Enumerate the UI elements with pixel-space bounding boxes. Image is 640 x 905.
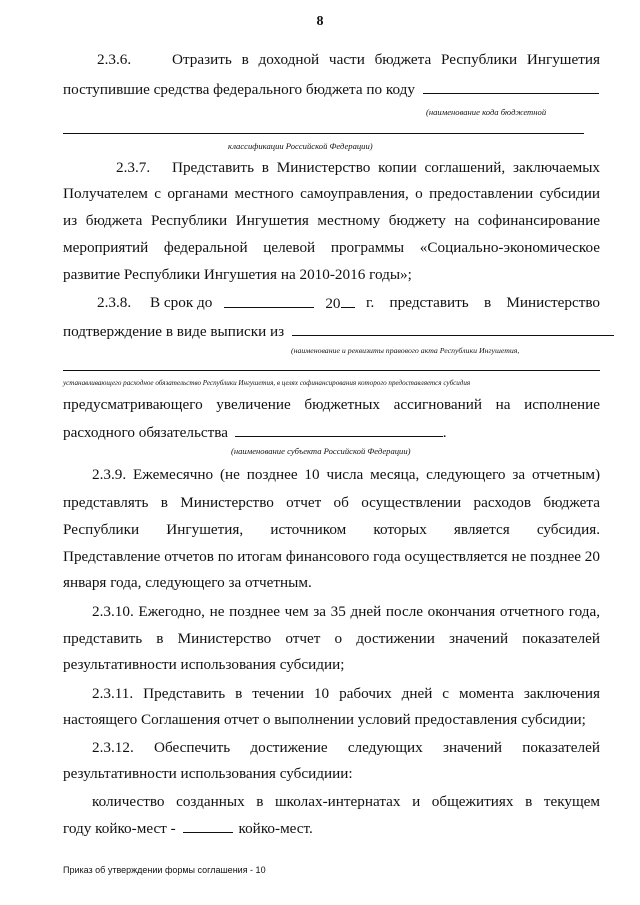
- expense-obligation-blank: [235, 423, 443, 437]
- item-2-3-6-line-2-text: поступившие средства федерального бюджета по коду: [63, 81, 415, 98]
- item-2-3-11-line-1: 2.3.11. Представить в течении 10 рабочих дней с момента заключения: [92, 685, 600, 702]
- item-2-3-8-line-2-text: подтверждение в виде выписки из: [63, 323, 285, 340]
- page-number: 8: [316, 14, 324, 29]
- item-2-3-7-line-5: развитие Республики Ингушетия на 2010-2016 годы»;: [63, 266, 412, 283]
- item-2-3-9-line-2: представлять в Министерство отчет об осуществлении расходов бюджета: [63, 494, 600, 511]
- item-2-3-6-number: 2.3.6.: [97, 51, 132, 68]
- budget-classification-blank: [63, 133, 584, 134]
- bed-count-blank: [183, 819, 233, 833]
- item-2-3-12-line-2: результативности использования субсидиии:: [63, 765, 353, 782]
- legal-act-continuation-blank: [63, 370, 600, 371]
- item-2-3-10-line-2: представить в Министерство отчет о достижении значений показателей: [63, 630, 600, 647]
- item-2-3-12-line-4: [63, 819, 313, 838]
- item-2-3-10-line-3: результативности использования субсидии;: [63, 656, 345, 673]
- item-2-3-7-number: 2.3.7.: [116, 159, 151, 176]
- item-2-3-7-line-1: Представить в Министерство копии соглашений, заключаемых: [172, 159, 600, 176]
- item-2-3-9-line-5: января года, следующего за отчетным.: [63, 574, 312, 591]
- caption-legal-act-continued: устанавливающего расходное обязательство Республики Ингушетия, в целях софинансирования которого предоставляется субсидия: [63, 379, 471, 387]
- item-2-3-7-line-4: мероприятий федеральной целевой программы «Социально-экономическое: [63, 239, 600, 256]
- year-field: [325, 294, 354, 313]
- item-2-3-12-line-1: 2.3.12. Обеспечить достижение следующих значений показателей: [92, 739, 600, 756]
- deadline-blank: [224, 294, 314, 313]
- item-2-3-8-number: 2.3.8.: [97, 294, 132, 311]
- year-prefix: 20: [325, 295, 341, 312]
- caption-budget-code: (наименование кода бюджетной: [426, 107, 547, 117]
- deadline-date-blank: [224, 294, 314, 308]
- item-2-3-9-line-3: Республики Ингушетия, источником которых является субсидия.: [63, 521, 600, 538]
- caption-budget-classification: классификации Российской Федерации): [228, 141, 373, 151]
- budget-code-blank: [423, 80, 599, 94]
- item-2-3-8-line-2: [63, 322, 614, 341]
- item-2-3-9-line-1: 2.3.9. Ежемесячно (не позднее 10 числа месяца, следующего за отчетным): [92, 466, 600, 483]
- item-2-3-11-line-2: настоящего Соглашения отчет о выполнении условий предоставления субсидии;: [63, 711, 586, 728]
- item-2-3-6-line-1: Отразить в доходной части бюджета Республики Ингушетия: [172, 51, 600, 68]
- item-2-3-8-line-4-text: расходного обязательства: [63, 424, 228, 441]
- caption-subject-name: (наименование субъекта Российской Федерации): [231, 446, 411, 456]
- caption-legal-act: (наименование и реквизиты правового акта Республики Ингушетия,: [291, 346, 520, 355]
- in-term-label: В срок до: [150, 294, 213, 311]
- item-2-3-9-line-4: Представление отчетов по итогам финансового года осуществляется не позднее 20: [63, 548, 600, 565]
- item-2-3-8-tail: г. представить в Министерство: [366, 294, 600, 311]
- legal-act-blank: [292, 322, 614, 336]
- item-2-3-12-line-3: количество созданных в школах-интернатах и общежитиях в текущем: [92, 793, 600, 810]
- item-2-3-8-line-1: [150, 294, 600, 313]
- item-2-3-7-line-3: из бюджета Республики Ингушетия местному бюджету на софинансирование: [63, 212, 600, 229]
- page-footer: Приказ об утверждении формы соглашения - 10: [63, 865, 266, 875]
- item-2-3-8-line-4: [63, 423, 447, 442]
- item-2-3-12-line-4-end: койко-мест.: [238, 820, 313, 837]
- year-suffix-blank: [341, 294, 355, 308]
- item-2-3-8-line-4-end: .: [442, 424, 447, 441]
- item-2-3-8-line-3: предусматривающего увеличение бюджетных ассигнований на исполнение: [63, 396, 600, 413]
- item-2-3-10-line-1: 2.3.10. Ежегодно, не позднее чем за 35 дней после окончания отчетного года,: [92, 603, 600, 620]
- item-2-3-12-line-4-start: году койко-мест -: [63, 820, 176, 837]
- item-2-3-6-line-2: [63, 80, 599, 99]
- item-2-3-7-line-2: Получателем с органами местного самоуправления, о предоставлении субсидии: [63, 185, 600, 202]
